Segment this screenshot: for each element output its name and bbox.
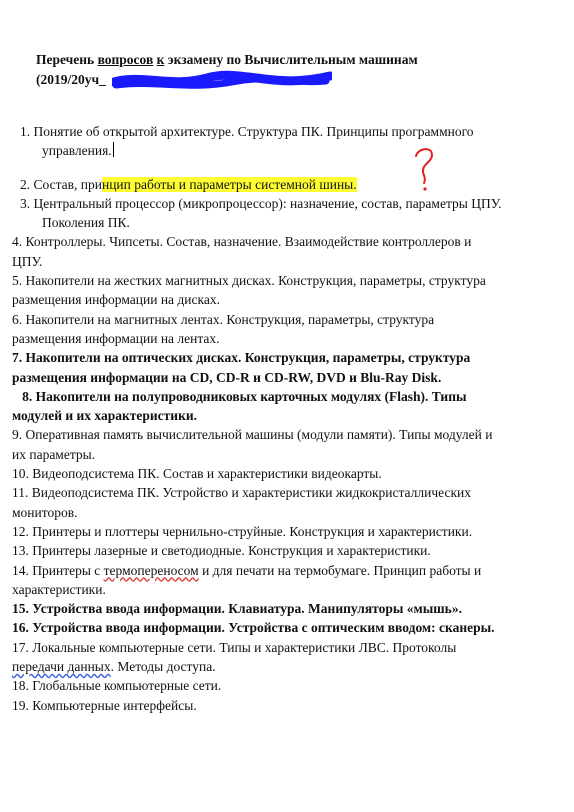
list-item: 17. Локальные компьютерные сети. Типы и характеристики ЛВС. Протоколы передачи данных. Методы доступа. — [12, 639, 457, 675]
list-item: 10. Видеоподсистема ПК. Состав и характеристики видеокарты. — [12, 466, 382, 482]
list-item: 9. Оперативная память вычислительной машины (модули памяти). Типы модулей и их параметры. — [12, 427, 493, 462]
list-item: 15. Устройства ввода информации. Клавиатура. Манипуляторы «мышь». — [12, 601, 462, 617]
title-line-2: (2019/20уч_ — [36, 72, 106, 87]
list-item: 14. Принтеры с термопереносом и для печати на термобумаге. Принцип работы и характеристики. — [12, 562, 482, 597]
list-item: 11. Видеоподсистема ПК. Устройство и характеристики жидкокристаллических мониторов. — [12, 485, 471, 520]
title-line-1: Перечень вопросов к экзамену по Вычислительным машинам — [36, 52, 418, 67]
list-item: 1. Понятие об открытой архитектуре. Структура ПК. Принципы программного управления. — [20, 124, 474, 159]
list-item: 4. Контроллеры. Чипсеты. Состав, назначение. Взаимодействие контроллеров и ЦПУ. — [12, 234, 472, 269]
question-list — [12, 122, 560, 715]
redaction-scribble — [112, 70, 332, 92]
list-item: 8. Накопители на полупроводниковых карточных модулях (Flash). Типы модулей и их характеристики. — [12, 388, 467, 424]
highlighted-text: нцип работы и параметры системной шины. — [101, 176, 357, 192]
list-item: 3. Центральный процессор (микропроцессор): назначение, состав, параметры ЦПУ. Поколения ПК. — [20, 195, 502, 231]
grammar-check-phrase: передачи данных — [12, 659, 111, 675]
list-item: 2. Состав, принцип работы и параметры системной шины. — [20, 176, 357, 192]
list-item: 18. Глобальные компьютерные сети. — [12, 678, 222, 694]
text-cursor — [113, 142, 114, 157]
list-item: 7. Накопители на оптических дисках. Конструкция, параметры, структура размещения информации на CD, CD-R и CD-RW, DVD и Blu-Ray Disk. — [12, 350, 471, 385]
list-item: 5. Накопители на жестких магнитных дисках. Конструкция, параметры, структура размещения информации на дисках. — [12, 273, 486, 308]
list-item: 16. Устройства ввода информации. Устройства с оптическим вводом: сканеры. — [12, 620, 495, 636]
list-item: 13. Принтеры лазерные и светодиодные. Конструкция и характеристики. — [12, 543, 431, 559]
spellcheck-word: термопереносом — [103, 562, 199, 578]
list-item: 19. Компьютерные интерфейсы. — [12, 697, 197, 713]
list-item: 6. Накопители на магнитных лентах. Конструкция, параметры, структура размещения информации на лентах. — [12, 311, 435, 346]
list-item: 12. Принтеры и плоттеры чернильно-струйные. Конструкция и характеристики. — [12, 523, 473, 539]
